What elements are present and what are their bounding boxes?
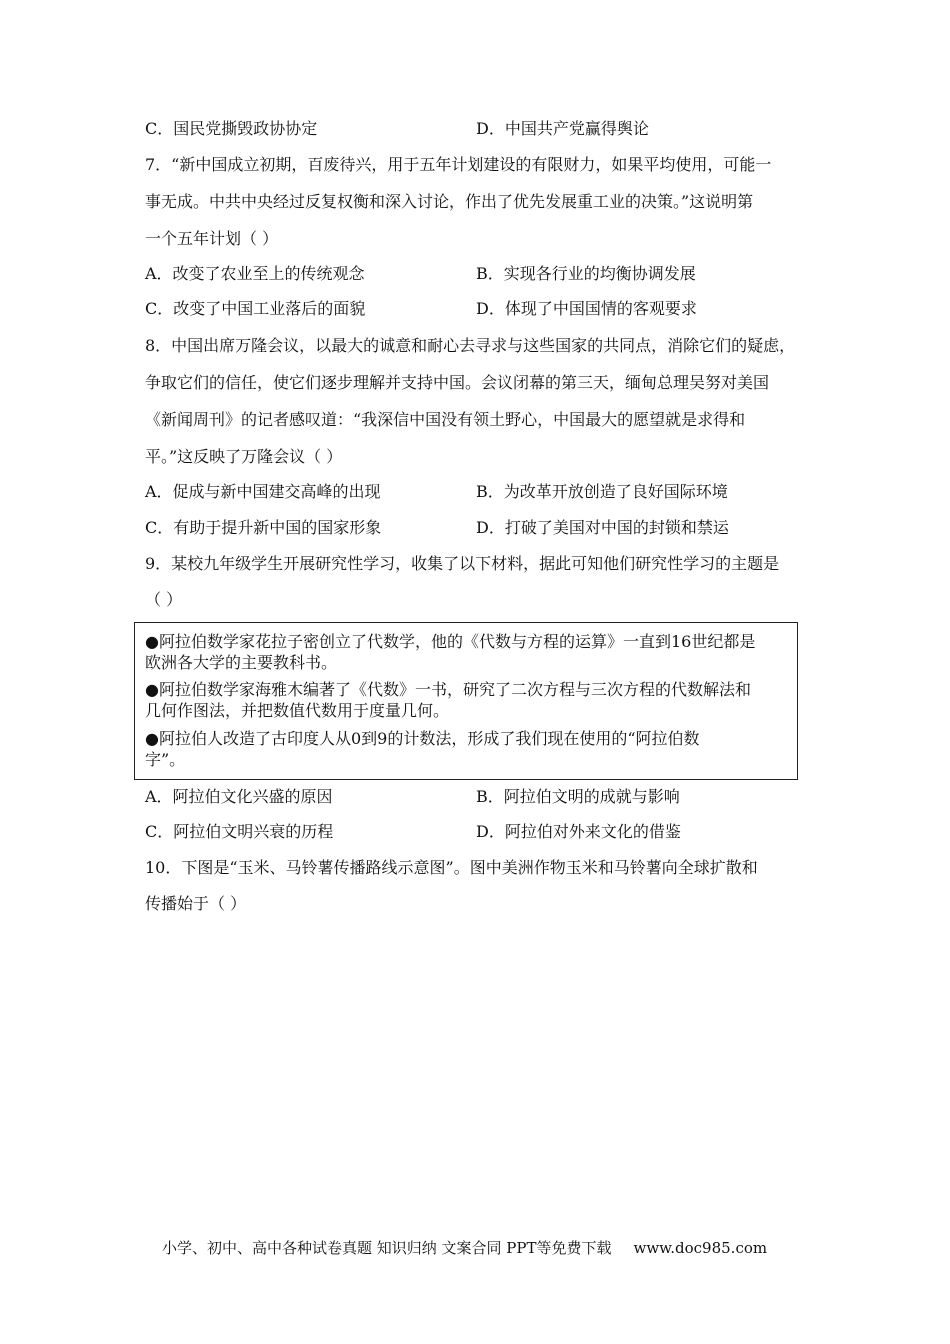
q8-option-b[interactable]: B．为改革开放创造了良好国际环境 <box>476 482 728 501</box>
q9-option-a[interactable]: A．阿拉伯文化兴盛的原因 <box>145 787 333 806</box>
q7-stem-line2: 事无成。中共中央经过反复权衡和深入讨论，作出了优先发展重工业的决策。”这说明第 <box>145 192 754 211</box>
q7-stem-line3: 一个五年计划（ ） <box>145 229 279 248</box>
q9-option-d[interactable]: D．阿拉伯对外来文化的借鉴 <box>476 822 681 841</box>
material-box <box>134 622 798 780</box>
q8-option-c[interactable]: C．有助于提升新中国的国家形象 <box>145 518 382 537</box>
q10-stem-line1: 10．下图是“玉米、马铃薯传播路线示意图”。图中美洲作物玉米和马铃薯向全球扩散和 <box>145 858 758 877</box>
q7-stem-line1: 7．“新中国成立初期，百废待兴，用于五年计划建设的有限财力，如果平均使用，可能一 <box>145 155 772 174</box>
q8-stem-line2: 争取它们的信任，使它们逐步理解并支持中国。会议闭幕的第三天，缅甸总理吴努对美国 <box>145 373 770 392</box>
material-line: 几何作图法，并把数值代数用于度量几何。 <box>145 701 450 720</box>
q8-stem-line4: 平。”这反映了万隆会议（ ） <box>145 447 343 466</box>
q10-stem-line2: 传播始于（ ） <box>145 894 247 913</box>
material-line: ●阿拉伯数学家花拉子密创立了代数学，他的《代数与方程的运算》一直到16世纪都是 <box>145 632 756 651</box>
q8-stem-line3: 《新闻周刊》的记者感叹道：“我深信中国没有领土野心，中国最大的愿望就是求得和 <box>145 410 746 429</box>
q8-option-d[interactable]: D．打破了美国对中国的封锁和禁运 <box>476 518 729 537</box>
footer-url-link[interactable]: www.doc985.com <box>633 1239 768 1257</box>
q6-option-c[interactable]: C．国民党撕毁政协协定 <box>145 119 318 138</box>
q8-option-a[interactable]: A．促成与新中国建交高峰的出现 <box>145 482 381 501</box>
q8-stem-line1: 8．中国出席万隆会议，以最大的诚意和耐心去寻求与这些国家的共同点，消除它们的疑虑， <box>145 336 796 355</box>
q9-stem-line2: （ ） <box>145 590 183 609</box>
q7-option-d[interactable]: D．体现了中国国情的客观要求 <box>476 299 697 318</box>
q9-stem-line1: 9．某校九年级学生开展研究性学习，收集了以下材料，据此可知他们研究性学习的主题是 <box>145 554 780 573</box>
footer-text: 小学、初中、高中各种试卷真题 知识归纳 文案合同 PPT等免费下载 <box>162 1239 612 1257</box>
q6-option-d[interactable]: D．中国共产党赢得舆论 <box>476 119 649 138</box>
material-line: 欧洲各大学的主要教科书。 <box>145 653 338 672</box>
material-line: ●阿拉伯人改造了古印度人从0到9的计数法，形成了我们现在使用的“阿拉伯数 <box>145 729 700 748</box>
material-line: ●阿拉伯数学家海雅木编著了《代数》一书，研究了二次方程与三次方程的代数解法和 <box>145 680 751 699</box>
q9-option-c[interactable]: C．阿拉伯文明兴衰的历程 <box>145 822 334 841</box>
material-line: 字”。 <box>145 750 186 769</box>
page-footer <box>162 1237 767 1258</box>
q7-option-a[interactable]: A．改变了农业至上的传统观念 <box>145 264 365 283</box>
q7-option-b[interactable]: B．实现各行业的均衡协调发展 <box>476 264 696 283</box>
q7-option-c[interactable]: C．改变了中国工业落后的面貌 <box>145 299 366 318</box>
q9-option-b[interactable]: B．阿拉伯文明的成就与影响 <box>476 787 680 806</box>
